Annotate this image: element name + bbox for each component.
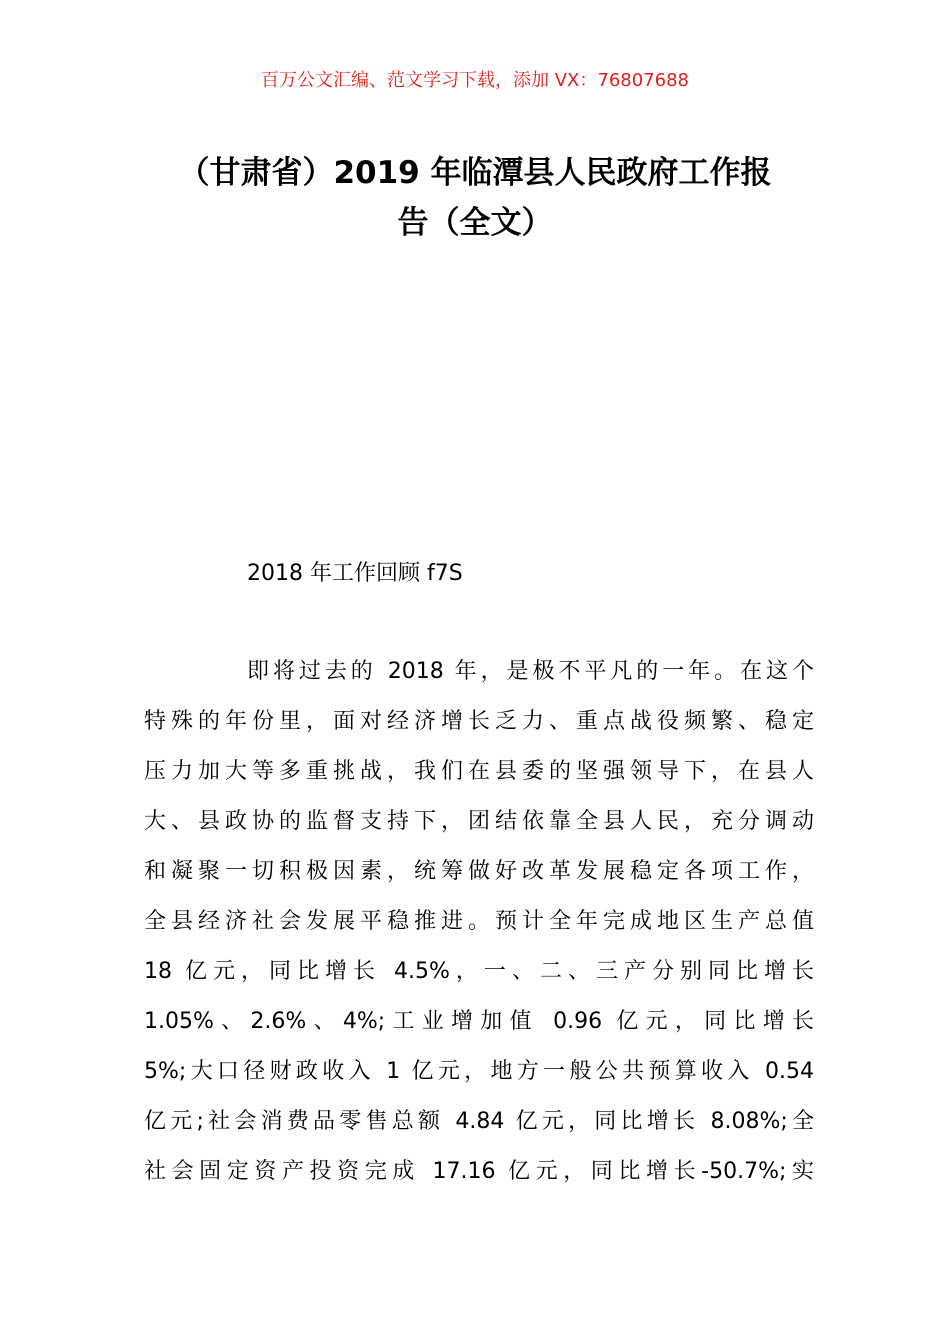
paragraph-line: 大、县政协的监督支持下，团结依靠全县人民，充分调动 [144,809,814,834]
paragraph-line: 5%;大口径财政收入 1 亿元，地方一般公共预算收入 0.54 [144,1059,814,1084]
section-heading: 2018 年工作回顾 f7S [247,561,463,586]
paragraph-line: 亿元;社会消费品零售总额 4.84 亿元，同比增长 8.08%;全 [144,1109,814,1134]
paragraph-line: 压力加大等多重挑战，我们在县委的坚强领导下，在县人 [144,759,814,784]
paragraph-line: 特殊的年份里，面对经济增长乏力、重点战役频繁、稳定 [144,709,814,734]
body-paragraph [144,655,814,1205]
title-line-1: （甘肃省）2019 年临潭县人民政府工作报 [178,155,772,191]
paragraph-line: 1.05%、2.6%、4%;工业增加值 0.96 亿元，同比增长 [144,1009,814,1034]
title-line-2: 告（全文） [397,205,553,241]
paragraph-line: 18 亿元，同比增长 4.5%，一、二、三产分别同比增长 [144,959,814,984]
paragraph-line: 即将过去的 2018 年，是极不平凡的一年。在这个 [247,659,814,684]
paragraph-line: 全县经济社会发展平稳推进。预计全年完成地区生产总值 [144,909,814,934]
document-title [130,148,820,248]
paragraph-line: 和凝聚一切积极因素，统筹做好改革发展稳定各项工作， [144,859,814,884]
paragraph-line: 社会固定资产投资完成 17.16 亿元，同比增长-50.7%;实 [144,1159,814,1184]
header-download-note: 百万公文汇编、范文学习下载，添加 VX：76807688 [261,70,689,91]
